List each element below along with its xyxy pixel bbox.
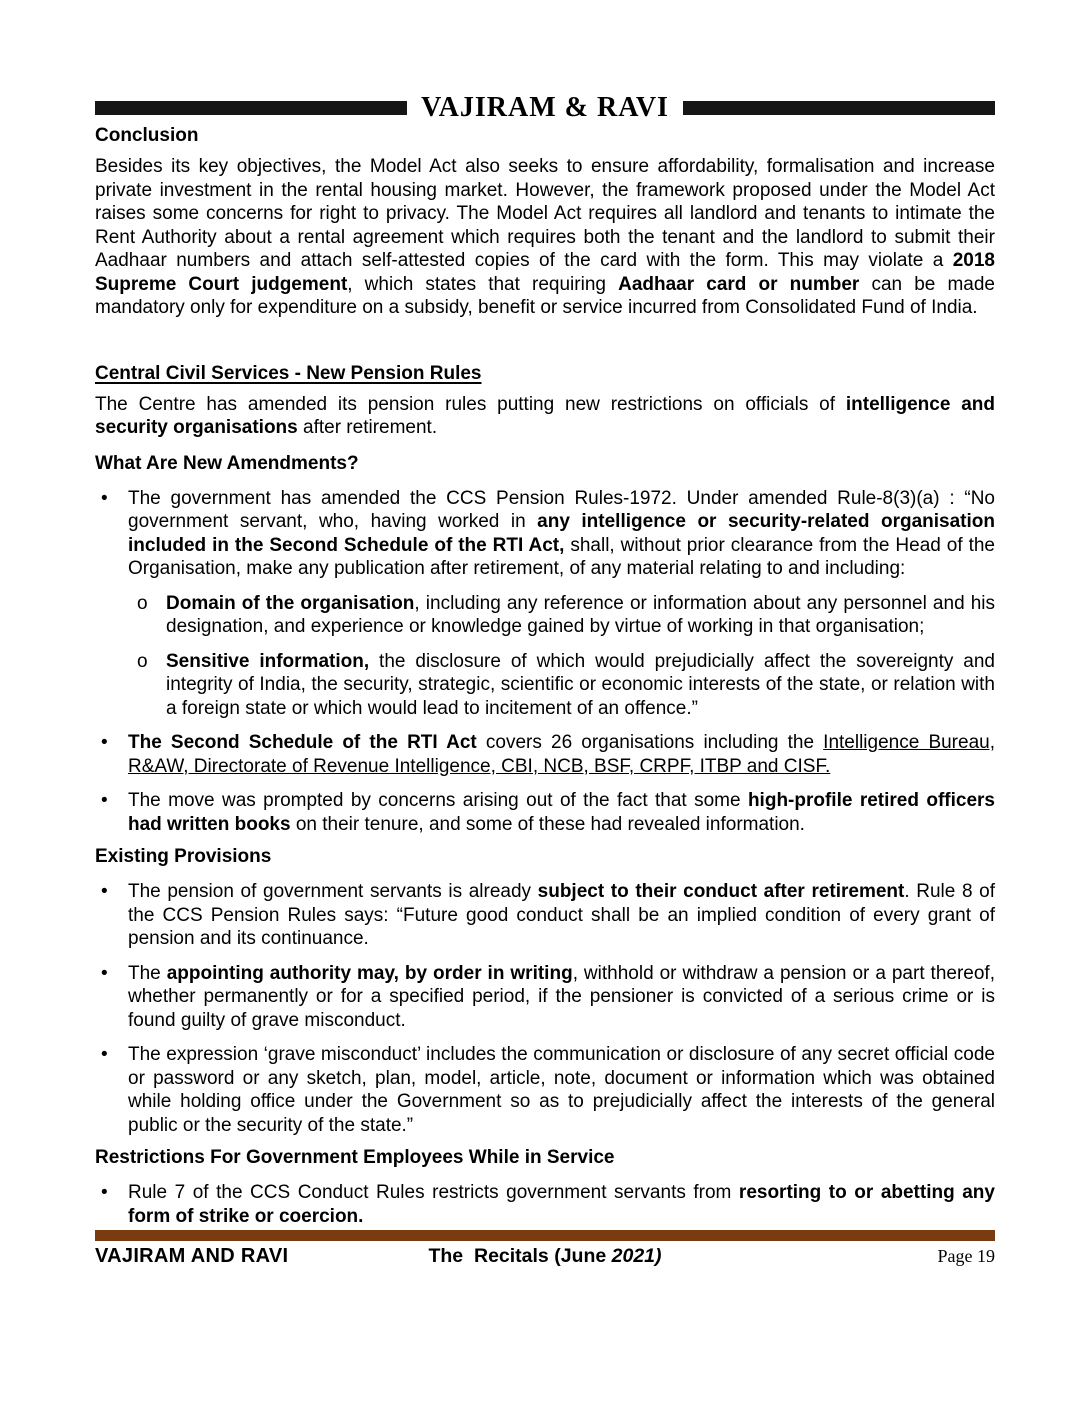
bullet-marker: •: [101, 732, 108, 753]
new-amendments-heading: What Are New Amendments?: [95, 452, 359, 474]
masthead-title: VAJIRAM & RAVI: [421, 92, 669, 123]
sub-list-item-text: Sensitive information, the disclosure of which would prejudicially affect the sovereignty and integrity of India, the security, strategic, scientific or economic interests of the state, or relation with a foreign state or which would lead to incitement of an offence.”: [166, 650, 995, 719]
bullet-marker: •: [101, 881, 108, 902]
footer-page-number: Page 19: [937, 1246, 995, 1266]
list-item-text: The expression ‘grave misconduct’ includes the communication or disclosure of any secret official code or password or any sketch, plan, model, article, note, document or information which was obtained while holding office under the Government so as to prejudicially affect the interests of the general public or the security of the state.”: [128, 1044, 995, 1136]
masthead-rule-left: [95, 101, 407, 115]
list-item-rule7: [95, 1181, 995, 1228]
list-item-amendment-rule: [95, 487, 995, 581]
list-item-text: The government has amended the CCS Pension Rules-1972. Under amended Rule-8(3)(a) : “No government servant, who, having worked in any intelligence or security-related organisation included in the Second Schedule of the RTI Act, shall, without prior clearance from the Head of the Organisation, make any publication after retirement, of any material relating to and including:: [128, 487, 995, 579]
bullet-marker: •: [101, 1044, 108, 1065]
conclusion-heading: Conclusion: [95, 125, 199, 146]
masthead: [95, 92, 995, 123]
bullet-marker: •: [101, 962, 108, 984]
conclusion-paragraph: Besides its key objectives, the Model Act also seeks to ensure affordability, formalisation and increase private investment in the rental housing market. However, the framework proposed under the Model Act raises some concerns for right to privacy. The Model Act requires all landlord and tenants to intimate the Rent Authority about a rental agreement which requires both the tenant and the landlord to submit their Aadhaar numbers and attach self-attested copies of the card with the form. This may violate a 2018 Supreme Court judgement, which states that requiring Aadhaar card or number can be made mandatory only for expenditure on a subsidy, benefit or service incurred from Consolidated Fund of India.: [95, 156, 995, 318]
sub-bullet-marker: o: [137, 650, 148, 672]
bullet-marker: •: [101, 790, 108, 811]
restrictions-heading: Restrictions For Government Employees While in Service: [95, 1147, 615, 1168]
list-item-move-prompted: [95, 789, 995, 836]
list-item-text: Rule 7 of the CCS Conduct Rules restricts government servants from resorting to or abetting any form of strike or coercion.: [128, 1182, 995, 1227]
bullet-marker: •: [101, 1182, 108, 1203]
sub-bullet-marker: o: [137, 592, 148, 614]
ccs-section-heading: Central Civil Services - New Pension Rules: [95, 362, 482, 384]
page-footer: [95, 1245, 995, 1268]
list-item-appointing-authority: [95, 962, 995, 1033]
list-item-text: The pension of government servants is already subject to their conduct after retirement. Rule 8 of the CCS Pension Rules says: “Future good conduct shall be an implied condition of every grant of pension and its continuance.: [128, 881, 995, 949]
ccs-intro-paragraph: The Centre has amended its pension rules putting new restrictions on officials of intelligence and security organisations after retirement.: [95, 393, 995, 438]
footer-publisher: VAJIRAM AND RAVI: [95, 1245, 289, 1267]
masthead-rule-right: [683, 101, 995, 115]
sub-list-item-sensitive-info: [135, 650, 995, 721]
list-item-text: The move was prompted by concerns arising out of the fact that some high-profile retired officers had written books on their tenure, and some of these had revealed information.: [128, 790, 995, 835]
bullet-marker: •: [101, 487, 108, 509]
list-item-second-schedule: [95, 731, 995, 778]
footer-publication-title: The Recitals (June 2021): [428, 1245, 662, 1267]
sub-list-item-domain: [135, 592, 995, 639]
list-item-pension-conduct: [95, 880, 995, 951]
sub-list-item-text: Domain of the organisation, including any reference or information about any personnel and his designation, and experience or knowledge gained by virtue of working in that organisation;: [166, 592, 996, 637]
list-item-grave-misconduct: [95, 1043, 995, 1137]
list-item-text: The appointing authority may, by order in writing, withhold or withdraw a pension or a part thereof, whether permanently or for a specified period, if the pensioner is convicted of a serious crime or is found guilty of grave misconduct.: [128, 962, 995, 1031]
footer-rule: [95, 1230, 995, 1241]
list-item-text: The Second Schedule of the RTI Act covers 26 organisations including the Intelligence Bureau, R&AW, Directorate of Revenue Intelligence, CBI, NCB, BSF, CRPF, ITBP and CISF.: [128, 732, 995, 777]
existing-provisions-heading: Existing Provisions: [95, 846, 272, 867]
